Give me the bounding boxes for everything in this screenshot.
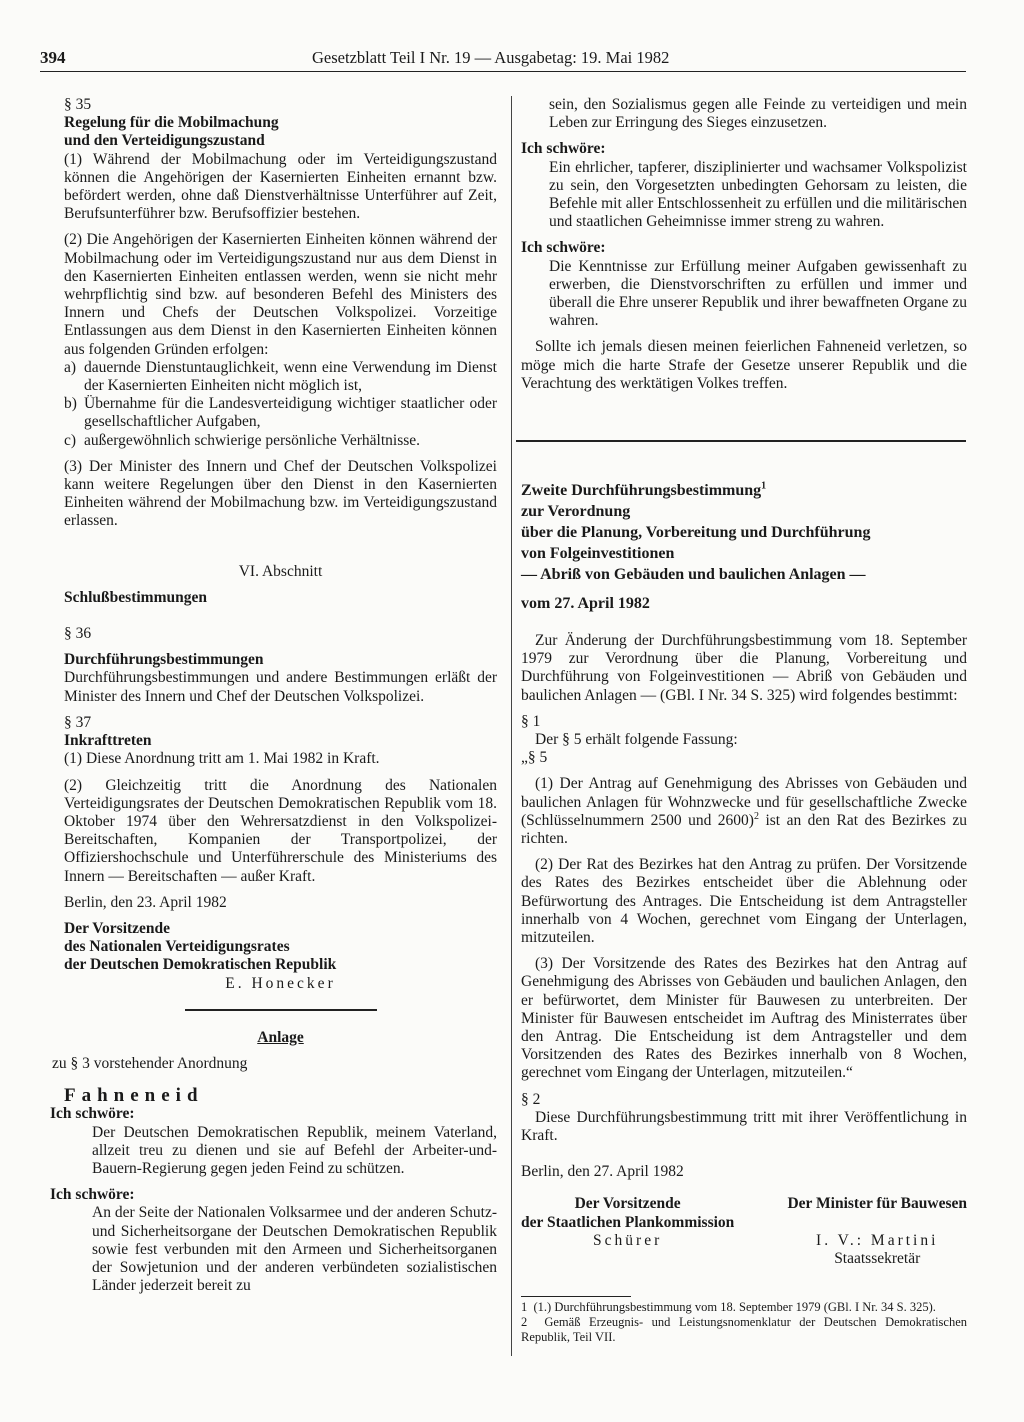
list-item-text: außergewöhnlich schwierige persönliche Verhältnisse. xyxy=(84,431,421,449)
signature-row xyxy=(521,1195,967,1268)
oath-swear-1: Ich schwöre: xyxy=(50,1105,135,1123)
paragraph-37-title: Inkrafttreten xyxy=(64,732,152,750)
page-number: 394 xyxy=(40,48,66,67)
paragraph-37-subsection-2: (2) Gleichzeitig tritt die Anordnung des Nationalen Verteidigungsrates der Deutschen Demokratischen Republik vom 18. Oktober 1974 über den Wehrersatzdienst in den Volkspolizei-Bereitschaften, Kompanien der Transportpolizei, der Offiziershochschule und Unterführerschule des Ministeriums des Innern — Bereitschaften — außer Kraft. xyxy=(64,776,497,885)
section-separator xyxy=(516,440,966,442)
footnote-marker: 1 xyxy=(521,1300,528,1314)
decree-block xyxy=(521,480,967,1268)
reasons-list xyxy=(64,359,497,450)
footnote xyxy=(521,1315,967,1345)
sig-left-line-2: der Staatlichen Plankommission xyxy=(521,1213,735,1231)
paragraph-35-subsection-3: (3) Der Minister des Innern und Chef der Deutschen Volkspolizei kann weitere Regelungen über den Dienst in den Kasernierten Einheiten während der Mobilmachung bzw. im Verteidigungszustand erlassen. xyxy=(64,457,497,530)
paragraph-35-subsection-2: (2) Die Angehörigen der Kasernierten Einheiten können während der Mobilmachung oder im Verteidigungszustand nur aus dem Dienst in den Kasernierten Einheiten entlassen werden, wenn sie nicht mehr wehrpflichtig sind bzw. auf besonderen Befehl des Ministers des Innern und Chefs der Deutschen Volkspolizei. Vorzeitige Entlassungen aus dem Dienst in den Kasernierten Einheiten können aus folgenden Gründen erfolgen: xyxy=(64,231,497,358)
header-title: Gesetzblatt Teil I Nr. 19 — Ausgabetag: 19. Mai 1982 xyxy=(312,48,670,67)
list-item xyxy=(64,432,497,450)
decree-title-3: über die Planung, Vorbereitung und Durchführung xyxy=(521,524,871,541)
list-marker: b) xyxy=(64,395,77,413)
footnote-marker: 2 xyxy=(521,1315,528,1329)
sig-right-name: I. V.: Martini xyxy=(816,1231,939,1249)
list-item xyxy=(64,359,497,395)
list-item xyxy=(64,395,497,431)
oath-body-3: Ein ehrlicher, tapferer, disziplinierter und wachsamer Volkspolizist zu sein, den Vorgesetzten unbedingten Gehorsam zu leisten, die Befehle mit aller Entschlossenheit zu erfüllen und die militärischen und staatlichen Geheimnisse immer streng zu wahren. xyxy=(549,158,967,231)
oath-swear-2: Ich schwöre: xyxy=(50,1186,135,1204)
footnote-text: Gemäß Erzeugnis- und Leistungsnomenklatur der Deutschen Demokratischen Republik, Teil VII. xyxy=(521,1315,968,1344)
decree-title-2: zur Verordnung xyxy=(521,503,631,520)
quoted-paragraph-5-number: „§ 5 xyxy=(521,749,548,767)
list-item-text: Übernahme für die Landesverteidigung wichtiger staatlicher oder gesellschaftlicher Aufgaben, xyxy=(84,395,497,431)
quoted-subsection-2: (2) Der Rat des Bezirkes hat den Antrag zu prüfen. Der Vorsitzende des Rates des Bezirkes entscheidet über die Ablehnung oder Befürwortung des Antrages. Die Entscheidung ist dem Antragsteller innerhalb von 4 Wochen, gerechnet vom Eingang der Unterlagen, mitzuteilen. xyxy=(521,856,967,947)
oath-body-4: Die Kenntnisse zur Erfüllung meiner Aufgaben gewissenhaft zu erwerben, die Dienstvorschriften zu erfüllen und immer und überall die Ehre unserer Republik und ihrer bewaffneten Organe zu wahren. xyxy=(549,257,967,330)
paragraph-35-title-2: und den Verteidigungszustand xyxy=(64,132,265,150)
oath-swear-4: Ich schwöre: xyxy=(521,239,606,257)
footnote-ref-2: 2 xyxy=(753,810,759,822)
oath-title: Fahneneid xyxy=(64,1085,204,1107)
decree-date: vom 27. April 1982 xyxy=(521,595,650,612)
list-item-text: dauernde Dienstuntauglichkeit, wenn eine Verwendung im Dienst der Kasernierten Einheiten nicht möglich ist, xyxy=(84,358,497,395)
decree-place-date: Berlin, den 27. April 1982 xyxy=(521,1163,684,1181)
section-vi-heading: VI. Abschnitt xyxy=(238,562,323,580)
paragraph-37-number: § 37 xyxy=(64,713,92,731)
footnote-text: (1.) Durchführungsbestimmung vom 18. September 1979 (GBl. I Nr. 34 S. 325). xyxy=(533,1300,936,1314)
signature-right xyxy=(787,1195,967,1268)
section-vi-title: Schlußbestimmungen xyxy=(64,588,207,606)
decree-paragraph-1-text: Der § 5 erhält folgende Fassung: xyxy=(535,731,738,749)
paragraph-35-title-1: Regelung für die Mobilmachung xyxy=(64,114,279,132)
header-rule xyxy=(40,71,966,72)
quoted-subsection-1 xyxy=(521,775,967,848)
paragraph-36-title: Durchführungsbestimmungen xyxy=(64,651,264,669)
decree-paragraph-2-number: § 2 xyxy=(521,1090,541,1108)
quoted-subsection-1-text: (1) Der Antrag auf Genehmigung des Abrisses von Gebäuden und baulichen Anlagen für Wohnzwecke und für gesellschaftliche Zwecke (Schlüsselnummern 2500 und 2600) xyxy=(521,775,967,829)
oath-body-2: An der Seite der Nationalen Volksarmee und der anderen Schutz- und Sicherheitsorgane der Deutschen Demokratischen Republik sowie fest verbunden mit den Armeen und Sicherheitsorganen der Sowjetunion und der anderen verbündeten sozialistischen Länder jederzeit bereit zu xyxy=(92,1204,497,1295)
signatory-line-2: des Nationalen Verteidigungsrates xyxy=(64,938,290,956)
decree-title-1 xyxy=(521,480,967,501)
column-divider xyxy=(511,96,512,1356)
footnote xyxy=(521,1300,967,1315)
signatory-line-1: Der Vorsitzende xyxy=(64,919,171,937)
decree-title-5: — Abriß von Gebäuden und baulichen Anlagen — xyxy=(521,566,866,583)
left-column xyxy=(50,96,497,1295)
oath-closing: Sollte ich jemals diesen meinen feierlichen Fahneneid verletzen, so möge mich die harte Strafe der Gesetze unserer Republik und die Verachtung des werktätigen Volkes treffen. xyxy=(521,338,967,392)
list-marker: a) xyxy=(64,358,77,376)
paragraph-36-number: § 36 xyxy=(64,625,92,643)
annex-title: Anlage xyxy=(257,1028,304,1046)
sig-right-role: Staatssekretär xyxy=(834,1249,921,1267)
quoted-subsection-3: (3) Der Vorsitzende des Rates des Bezirkes hat den Antrag auf Genehmigung des Abrisses von Gebäuden und baulichen Anlagen, den er befürwortet, dem Minister für Bauwesen zu unterbreiten. Der Minister für Bauwesen entscheidet im Auftrag des Ministerrates über den Antrag. Die Entscheidung ist dem Antragsteller und dem Vorsitzenden des Rates des Bezirkes innerhalb von 8 Wochen, gerechnet vom Eingang der Unterlagen, mitzuteilen.“ xyxy=(521,955,967,1082)
signature-left xyxy=(521,1195,734,1268)
decree-title-4: von Folgeinvestitionen xyxy=(521,545,675,562)
signatory-line-3: der Deutschen Demokratischen Republik xyxy=(64,956,337,974)
sig-right-line-1: Der Minister für Bauwesen xyxy=(787,1195,967,1213)
place-date: Berlin, den 23. April 1982 xyxy=(64,893,227,911)
decree-paragraph-1-number: § 1 xyxy=(521,712,541,730)
annex-reference: zu § 3 vorstehender Anordnung xyxy=(52,1054,248,1072)
sig-left-line-1: Der Vorsitzende xyxy=(574,1195,681,1213)
oath-swear-3: Ich schwöre: xyxy=(521,140,606,158)
decree-paragraph-2-text: Diese Durchführungsbestimmung tritt mit ihrer Veröffentlichung in Kraft. xyxy=(521,1108,967,1145)
quoted-subsection-1-end: ist an den Rat des Bezirkes zu richten. xyxy=(521,811,967,848)
paragraph-35-number: § 35 xyxy=(64,96,92,113)
signature-rule xyxy=(185,1009,377,1011)
oath-body-1: Der Deutschen Demokratischen Republik, meinem Vaterland, allzeit treu zu dienen und sie auf Befehl der Arbeiter-und-Bauern-Regierung gegen jeden Feind zu schützen. xyxy=(92,1123,497,1177)
paragraph-35-subsection-1: (1) Während der Mobilmachung oder im Verteidigungszustand können die Angehörigen der Kasernierten Einheiten ernannt bzw. befördert werden, ohne daß Dienstverhältnisse Unterführer auf Zeit, Berufsunterführer bzw. Berufsoffizier bestehen. xyxy=(64,150,497,223)
signatory-name: E. Honecker xyxy=(225,974,336,992)
decree-intro: Zur Änderung der Durchführungsbestimmung vom 18. September 1979 zur Verordnung über die Planung, Vorbereitung und Durchführung von Folgeinvestitionen — Abriß von Gebäuden und baulichen Anlagen — (GBl. I Nr. 34 S. 325) wird folgendes bestimmt: xyxy=(521,632,967,704)
footnotes xyxy=(521,1300,967,1345)
footnote-rule xyxy=(521,1296,631,1297)
paragraph-37-subsection-1: (1) Diese Anordnung tritt am 1. Mai 1982 in Kraft. xyxy=(64,750,380,768)
page-header xyxy=(40,48,966,70)
decree-title-text: Zweite Durchführungsbestimmung xyxy=(521,482,762,499)
footnote-ref-1: 1 xyxy=(761,480,767,492)
paragraph-36-text: Durchführungsbestimmungen und andere Bestimmungen erläßt der Minister des Innern und Chef der Deutschen Volkspolizei. xyxy=(64,669,497,705)
list-marker: c) xyxy=(64,431,77,449)
right-column xyxy=(521,96,967,393)
oath-continuation: sein, den Sozialismus gegen alle Feinde zu verteidigen und mein Leben zur Erringung des Sieges einzusetzen. xyxy=(549,96,967,132)
sig-left-name: Schürer xyxy=(593,1231,663,1249)
